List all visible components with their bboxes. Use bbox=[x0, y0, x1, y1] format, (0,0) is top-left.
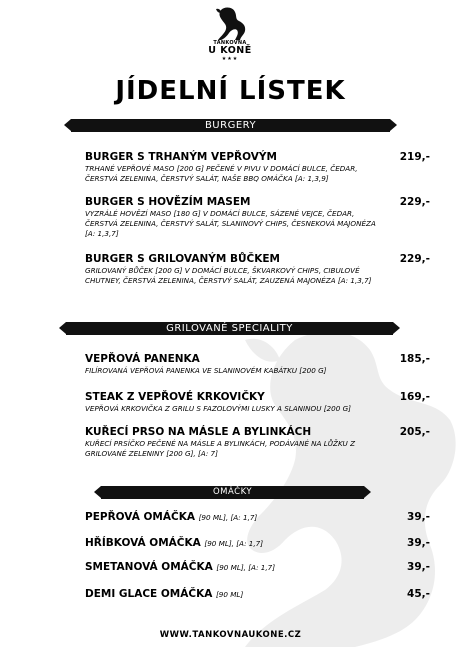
item-description: VYZRÁLÉ HOVĚZÍ MASO [180 G] V DOMÁCÍ BULCE, SÁZENÉ VEJCE, ČEDAR, ČERSTVÁ ZELENINA, ČERSTVÝ SALÁT, SLANINOVÝ CHIPS, ČESNEKOVÁ MAJONÉZA [A: 1,3,7] bbox=[85, 209, 376, 238]
section-banner-omacky: OMÁČKY bbox=[101, 486, 364, 499]
sauce-item bbox=[85, 588, 430, 601]
item-price: 219,- bbox=[399, 151, 430, 163]
sauce-name: HŘÍBKOVÁ OMÁČKA bbox=[85, 537, 201, 549]
sauce-name: PEPŘOVÁ OMÁČKA bbox=[85, 511, 195, 523]
item-name: VEPŘOVÁ PANENKA bbox=[85, 353, 200, 365]
item-price: 229,- bbox=[399, 253, 430, 265]
item-name: BURGER S HOVĚZÍM MASEM bbox=[85, 196, 251, 208]
menu-item bbox=[85, 426, 430, 459]
logo bbox=[200, 6, 260, 68]
horse-logo-icon bbox=[213, 6, 247, 42]
sauce-item bbox=[85, 511, 430, 524]
sauce-price: 45,- bbox=[407, 588, 430, 600]
item-name: BURGER S GRILOVANÝM BŮČKEM bbox=[85, 253, 280, 265]
logo-stars: ★★★ bbox=[221, 56, 239, 62]
item-description: KUŘECÍ PRSÍČKO PEČENÉ NA MÁSLE A BYLINKÁCH, PODÁVANÉ NA LŮŽKU Z GRILOVANÉ ZELENINY [200 G], [A: 7] bbox=[85, 439, 355, 458]
menu-item bbox=[85, 253, 430, 286]
sauce-price: 39,- bbox=[407, 537, 430, 549]
menu-item bbox=[85, 353, 430, 376]
sauce-note: [90 ML], [A: 1,7] bbox=[204, 539, 264, 548]
item-price: 229,- bbox=[399, 196, 430, 208]
item-description: GRILOVANÝ BŮČEK [200 G] V DOMÁCÍ BULCE, ŠKVARKOVÝ CHIPS, CIBULOVÉ CHUTNEY, ČERSTVÁ ZELENINA, ČERSTVÝ SALÁT, ZAUZENÁ MAJONÉZA [A: 1,3,7] bbox=[85, 266, 372, 285]
sauce-item bbox=[85, 561, 430, 574]
logo-small-text: TANKOVNA bbox=[213, 40, 247, 46]
item-description: FILÍROVANÁ VEPŘOVÁ PANENKA VE SLANINOVÉM KABÁTKU [200 G] bbox=[85, 366, 327, 375]
sauce-name: SMETANOVÁ OMÁČKA bbox=[85, 561, 213, 573]
item-price: 169,- bbox=[399, 391, 430, 403]
menu-item bbox=[85, 391, 430, 414]
menu-item bbox=[85, 151, 430, 184]
item-price: 185,- bbox=[399, 353, 430, 365]
sauce-note: [90 ML], [A: 1,7] bbox=[216, 563, 276, 572]
website-link[interactable]: WWW.TANKOVNAUKONE.CZ bbox=[159, 630, 302, 640]
menu-item bbox=[85, 196, 430, 239]
sauce-name: DEMI GLACE OMÁČKA bbox=[85, 588, 213, 600]
item-description: VEPŘOVÁ KRKOVIČKA Z GRILU S FAZOLOVÝMI LUSKY A SLANINOU [200 G] bbox=[85, 404, 351, 413]
sauce-item bbox=[85, 537, 430, 550]
section-banner-grilovane: GRILOVANÉ SPECIALITY bbox=[66, 322, 393, 335]
page-title: JÍDELNÍ LÍSTEK bbox=[115, 76, 346, 106]
sauce-note: [90 ML], [A: 1,7] bbox=[198, 513, 258, 522]
sauce-note: [90 ML] bbox=[216, 590, 244, 599]
item-name: BURGER S TRHANÝM VEPŘOVÝM bbox=[85, 151, 277, 163]
section-banner-burgery: BURGERY bbox=[71, 119, 390, 132]
item-name: STEAK Z VEPŘOVÉ KRKOVIČKY bbox=[85, 391, 265, 403]
item-price: 205,- bbox=[399, 426, 430, 438]
item-description: TRHANÉ VEPŘOVÉ MASO [200 G] PEČENÉ V PIVU V DOMÁCÍ BULCE, ČEDAR, ČERSTVÁ ZELENINA, ČERSTVÝ SALÁT, NAŠE BBQ OMÁČKA [A: 1,3,9] bbox=[85, 164, 358, 183]
sauce-price: 39,- bbox=[407, 561, 430, 573]
sauce-price: 39,- bbox=[407, 511, 430, 523]
logo-brand-text: U KONĚ bbox=[208, 45, 252, 56]
item-name: KUŘECÍ PRSO NA MÁSLE A BYLINKÁCH bbox=[85, 426, 312, 438]
